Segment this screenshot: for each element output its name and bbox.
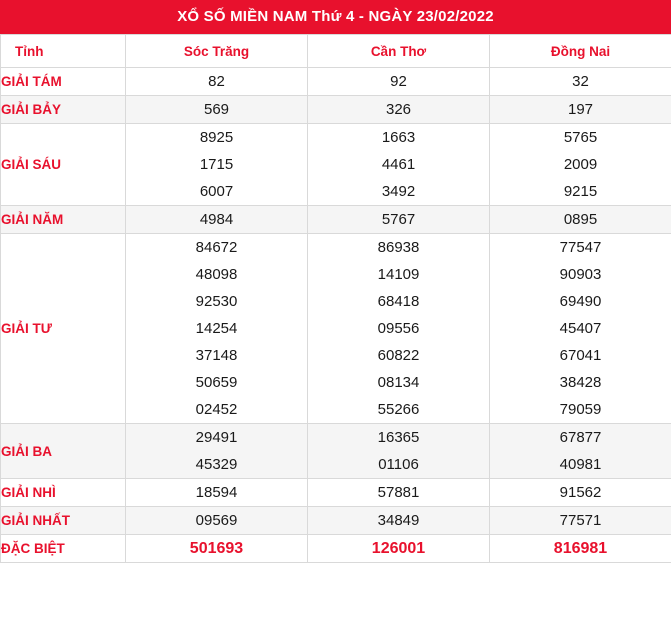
prize-number: 0895 xyxy=(563,211,598,228)
column-header-dong-nai: Đồng Nai xyxy=(490,35,671,68)
prize-number: 84672 xyxy=(195,239,238,256)
table-row xyxy=(1,206,671,234)
prize-number: 08134 xyxy=(377,374,420,391)
prize-number: 6007 xyxy=(199,183,234,200)
prize-number: 34849 xyxy=(377,512,420,529)
table-row xyxy=(1,124,671,206)
prize-numbers xyxy=(126,535,308,563)
prize-numbers xyxy=(490,479,671,507)
prize-number: 82 xyxy=(208,73,225,90)
prize-number: 5765 xyxy=(563,129,598,146)
prize-number: 29491 xyxy=(195,429,238,446)
prize-number: 18594 xyxy=(195,484,238,501)
prize-label: ĐẶC BIỆT xyxy=(1,535,126,563)
prize-number: 67877 xyxy=(559,429,602,446)
table-body xyxy=(1,68,671,563)
prize-number: 69490 xyxy=(559,293,602,310)
prize-number: 40981 xyxy=(559,456,602,473)
prize-number: 79059 xyxy=(559,401,602,418)
prize-numbers xyxy=(490,96,671,124)
prize-number: 38428 xyxy=(559,374,602,391)
prize-label: GIẢI BẢY xyxy=(1,96,126,124)
prize-number: 57881 xyxy=(377,484,420,501)
table-row xyxy=(1,96,671,124)
column-header-tinh: Tỉnh xyxy=(1,35,126,68)
prize-number: 92530 xyxy=(195,293,238,310)
prize-number: 67041 xyxy=(559,347,602,364)
prize-numbers xyxy=(308,535,490,563)
prize-numbers xyxy=(126,479,308,507)
table-row xyxy=(1,424,671,479)
prize-number: 816981 xyxy=(553,540,608,557)
prize-numbers xyxy=(308,479,490,507)
prize-numbers xyxy=(490,507,671,535)
prize-number: 3492 xyxy=(381,183,416,200)
prize-number: 2009 xyxy=(563,156,598,173)
prize-numbers xyxy=(126,507,308,535)
prize-numbers xyxy=(126,68,308,96)
prize-number: 09556 xyxy=(377,320,420,337)
table-header-row xyxy=(1,35,671,68)
prize-number: 126001 xyxy=(371,540,426,557)
prize-number: 45407 xyxy=(559,320,602,337)
prize-number: 45329 xyxy=(195,456,238,473)
prize-label: GIẢI NHẤT xyxy=(1,507,126,535)
prize-numbers xyxy=(308,206,490,234)
prize-numbers xyxy=(308,424,490,479)
prize-number: 48098 xyxy=(195,266,238,283)
table-row xyxy=(1,234,671,424)
prize-number: 4984 xyxy=(199,211,234,228)
prize-numbers xyxy=(308,68,490,96)
prize-number: 02452 xyxy=(195,401,238,418)
lottery-results-table xyxy=(0,34,671,563)
column-header-can-tho: Cần Thơ xyxy=(308,35,490,68)
prize-numbers xyxy=(490,206,671,234)
prize-number: 50659 xyxy=(195,374,238,391)
table-row-special xyxy=(1,535,671,563)
prize-number: 09569 xyxy=(195,512,238,529)
prize-label: GIẢI TƯ xyxy=(1,234,126,424)
prize-number: 1715 xyxy=(199,156,234,173)
prize-number: 326 xyxy=(385,101,412,118)
prize-number: 14254 xyxy=(195,320,238,337)
table-row xyxy=(1,68,671,96)
prize-number: 01106 xyxy=(378,456,419,473)
page-title: XỔ SỐ MIỀN NAM Thứ 4 - NGÀY 23/02/2022 xyxy=(0,0,671,34)
prize-number: 5767 xyxy=(381,211,416,228)
prize-numbers xyxy=(126,124,308,206)
prize-numbers xyxy=(490,234,671,424)
prize-numbers xyxy=(490,424,671,479)
prize-label: GIẢI NĂM xyxy=(1,206,126,234)
prize-number: 91562 xyxy=(559,484,602,501)
prize-number: 60822 xyxy=(377,347,420,364)
prize-number: 16365 xyxy=(377,429,420,446)
table-row xyxy=(1,507,671,535)
prize-numbers xyxy=(490,124,671,206)
prize-number: 37148 xyxy=(195,347,238,364)
prize-numbers xyxy=(490,535,671,563)
prize-number: 92 xyxy=(390,73,407,90)
prize-label: GIẢI BA xyxy=(1,424,126,479)
prize-numbers xyxy=(126,424,308,479)
prize-number: 86938 xyxy=(377,239,420,256)
prize-number: 90903 xyxy=(559,266,602,283)
prize-number: 77571 xyxy=(559,512,602,529)
prize-number: 1663 xyxy=(381,129,416,146)
prize-number: 77547 xyxy=(559,239,602,256)
prize-label: GIẢI TÁM xyxy=(1,68,126,96)
prize-number: 9215 xyxy=(563,183,598,200)
table-row xyxy=(1,479,671,507)
prize-number: 32 xyxy=(572,73,589,90)
prize-numbers xyxy=(308,507,490,535)
prize-numbers xyxy=(308,124,490,206)
column-header-soc-trang: Sóc Trăng xyxy=(126,35,308,68)
prize-numbers xyxy=(490,68,671,96)
prize-numbers xyxy=(308,234,490,424)
prize-number: 8925 xyxy=(199,129,234,146)
prize-label: GIẢI SÁU xyxy=(1,124,126,206)
prize-number: 569 xyxy=(203,101,230,118)
prize-number: 55266 xyxy=(377,401,420,418)
prize-numbers xyxy=(126,96,308,124)
prize-number: 197 xyxy=(567,101,594,118)
prize-number: 4461 xyxy=(381,156,416,173)
prize-number: 14109 xyxy=(377,266,420,283)
prize-number: 501693 xyxy=(189,540,244,557)
prize-number: 68418 xyxy=(377,293,420,310)
prize-numbers xyxy=(126,234,308,424)
prize-numbers xyxy=(126,206,308,234)
prize-numbers xyxy=(308,96,490,124)
prize-label: GIẢI NHÌ xyxy=(1,479,126,507)
